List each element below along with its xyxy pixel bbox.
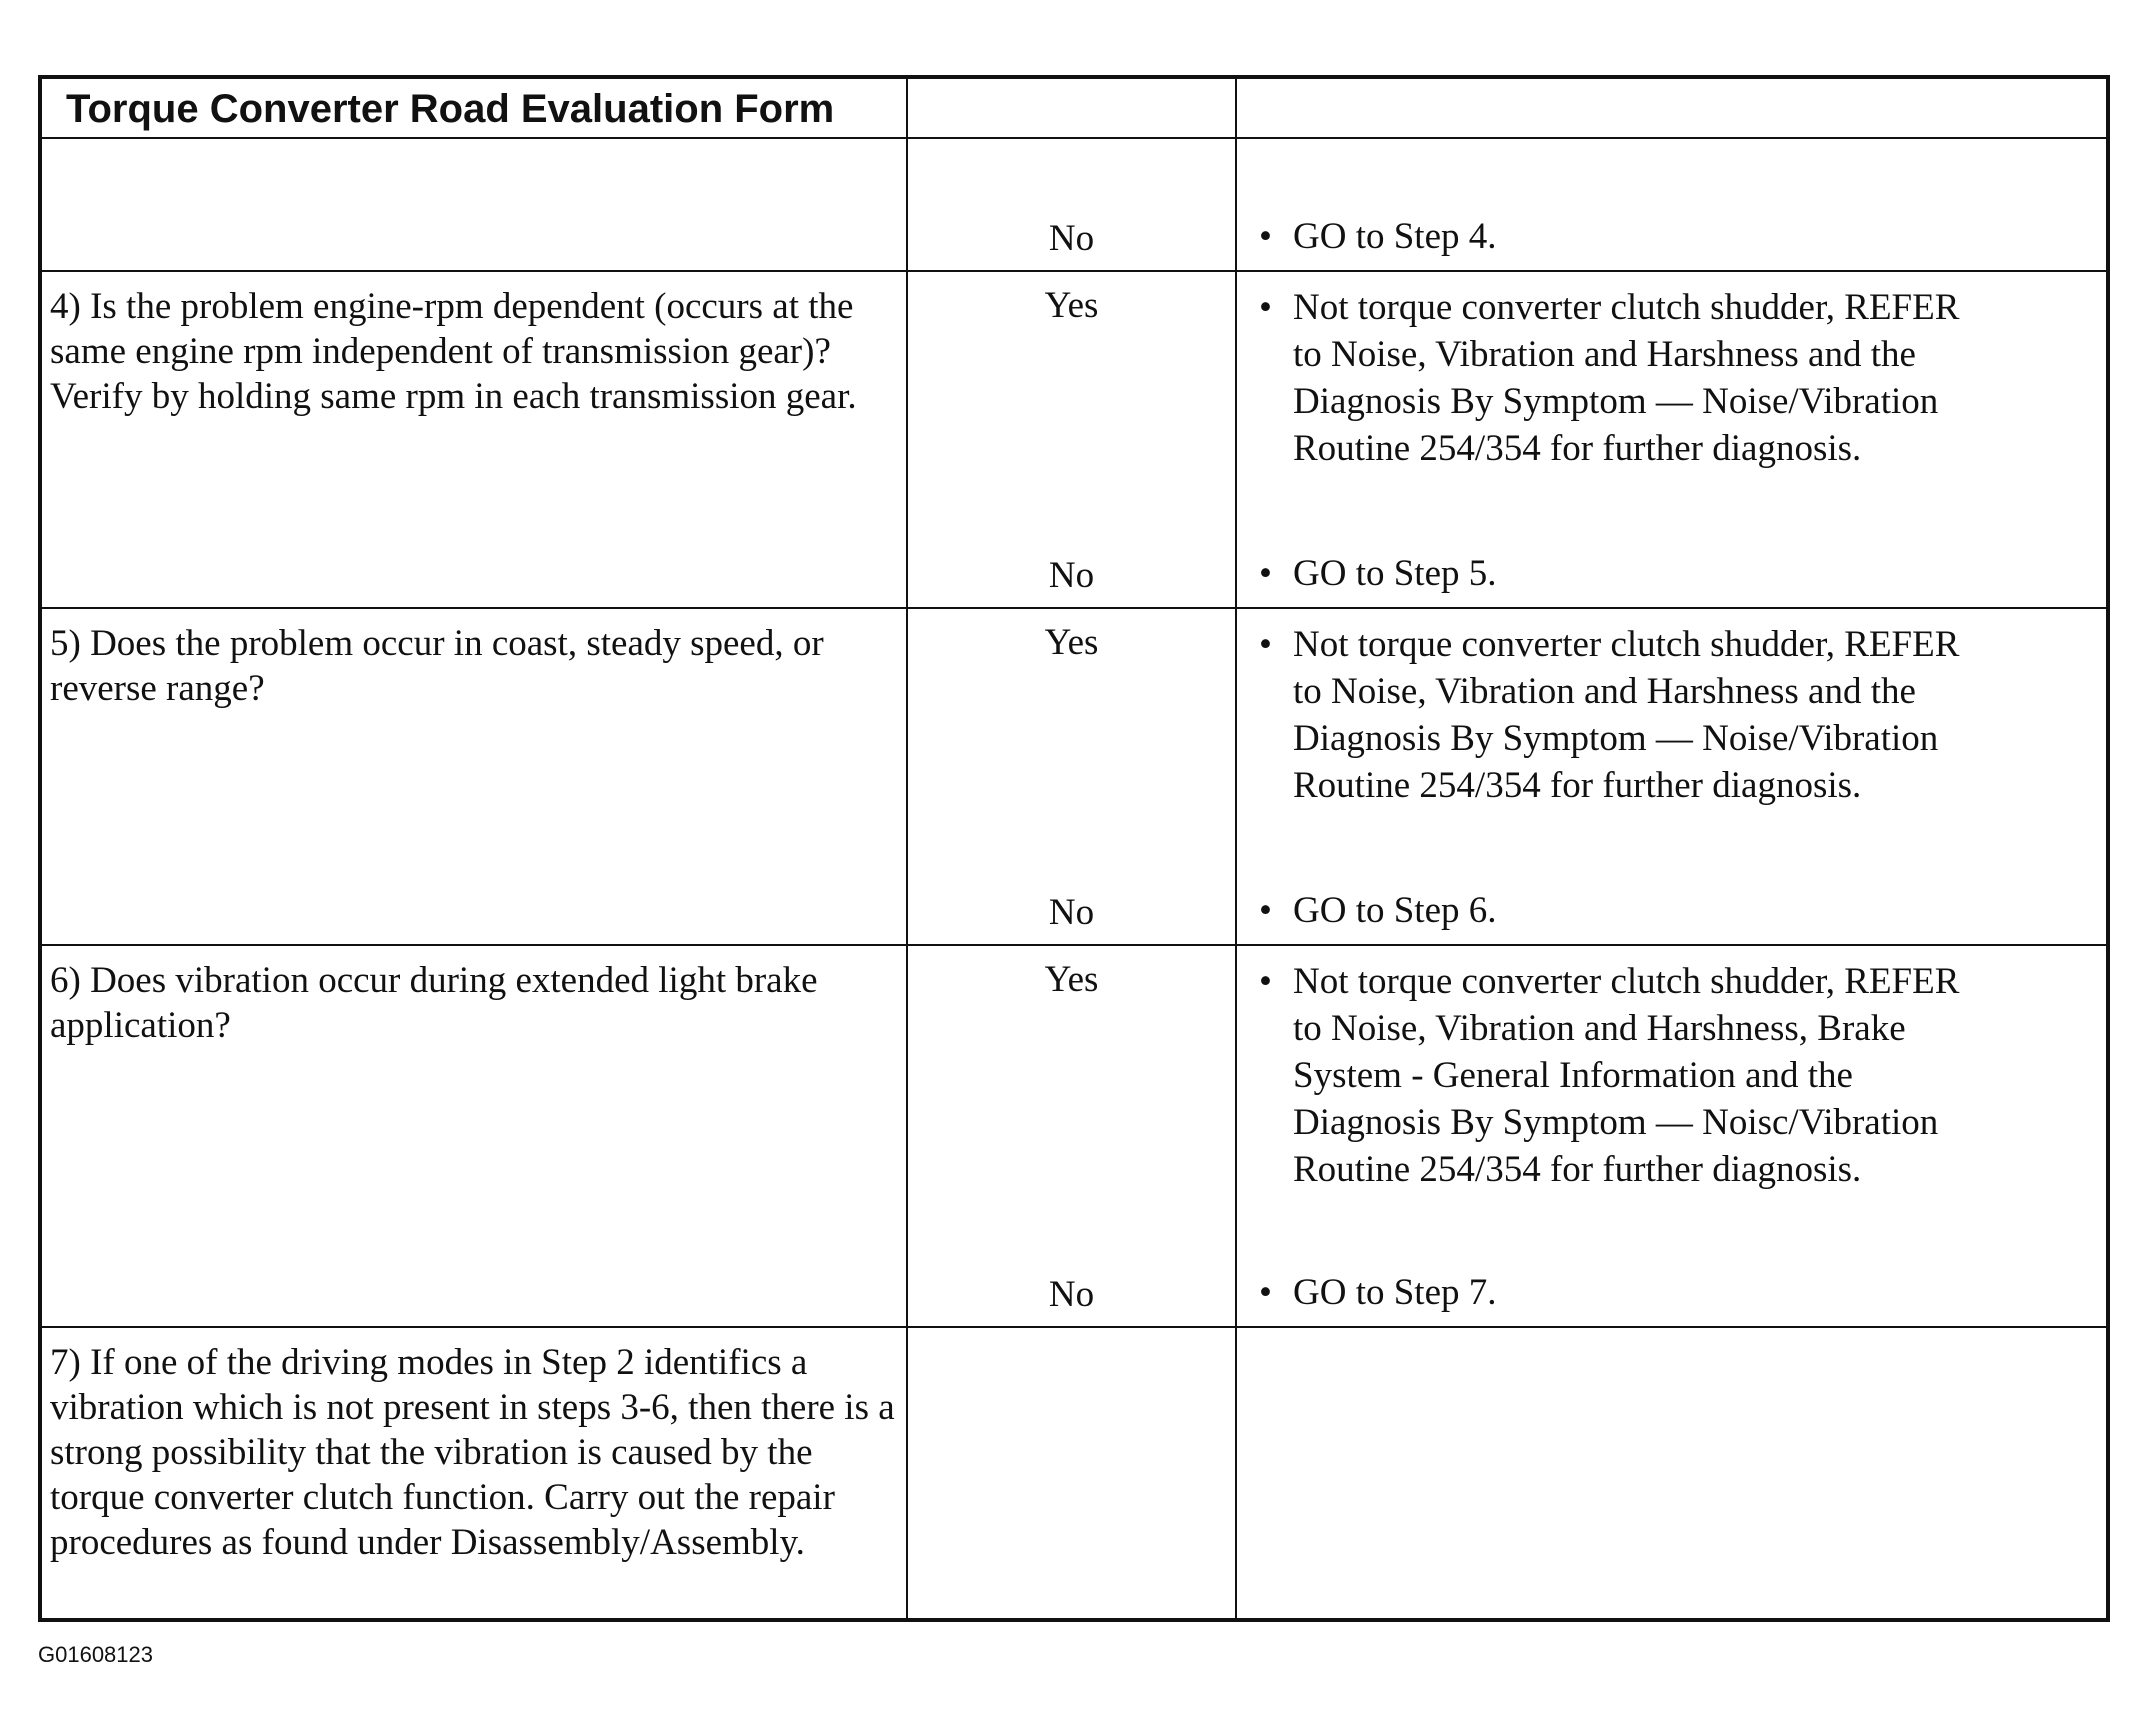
answer-yes-label: Yes — [1044, 285, 1099, 326]
yes-action — [1259, 958, 2100, 1193]
answer-no-label: No — [1048, 555, 1095, 596]
table-row — [40, 945, 2108, 1327]
answer-cell — [907, 271, 1236, 608]
answer-cell — [907, 138, 1236, 271]
table-row — [40, 608, 2108, 945]
figure-id-caption: G01608123 — [38, 1642, 153, 1667]
bullet-icon: • — [1259, 961, 1272, 1002]
step-question: 7) If one of the driving modes in Step 2 identifics a vibration which is not present in steps 3-6, then there is a strong possibility that the vibration is caused by the torque converter clutch function. Carry out the repair procedures as found under Disassembly/Assembly. — [40, 1327, 907, 1620]
table-row — [40, 271, 2108, 608]
answer-yes-label: Yes — [1044, 622, 1099, 663]
bullet-icon: • — [1259, 287, 1272, 328]
step-question: 6) Does vibration occur during extended light brake application? — [40, 945, 907, 1327]
yes-action-text: Not torque converter clutch shudder, REFER to Noise, Vibration and Harshness and the Diagnosis By Symptom — Noise/Vibration Routine 254/354 for further diagnosis. — [1293, 624, 1960, 806]
yes-action — [1259, 621, 2100, 809]
bullet-icon: • — [1259, 1272, 1272, 1313]
bullet-icon: • — [1259, 553, 1272, 594]
action-cell — [1236, 271, 2108, 608]
header-empty-cell — [907, 77, 1236, 138]
form-title: Torque Converter Road Evaluation Form — [40, 77, 907, 138]
action-cell — [1236, 1327, 2108, 1620]
yes-action-text: Not torque converter clutch shudder, REFER to Noise, Vibration and Harshness and the Diagnosis By Symptom — Noise/Vibration Routine 254/354 for further diagnosis. — [1293, 287, 1960, 469]
header-empty-cell — [1236, 77, 2108, 138]
answer-no-label: No — [1048, 1274, 1095, 1315]
action-cell — [1236, 138, 2108, 271]
no-action-text: GO to Step 6. — [1293, 890, 1497, 931]
action-cell — [1236, 608, 2108, 945]
bullet-icon: • — [1259, 624, 1272, 665]
answer-cell — [907, 945, 1236, 1327]
no-action-text: GO to Step 7. — [1293, 1272, 1497, 1313]
answer-no-label: No — [1048, 218, 1095, 259]
table-row — [40, 1327, 2108, 1620]
step-question: 4) Is the problem engine-rpm dependent (occurs at the same engine rpm independent of transmission gear)? Verify by holding same rpm in each transmission gear. — [40, 271, 907, 608]
yes-action — [1259, 284, 2100, 472]
no-action — [1259, 1269, 2100, 1316]
bullet-icon: • — [1259, 216, 1272, 257]
no-action-text: GO to Step 4. — [1293, 216, 1497, 257]
answer-cell — [907, 1327, 1236, 1620]
bullet-icon: • — [1259, 890, 1272, 931]
action-cell — [1236, 945, 2108, 1327]
answer-cell — [907, 608, 1236, 945]
answer-no-label: No — [1048, 892, 1095, 933]
yes-action-text: Not torque converter clutch shudder, REFER to Noise, Vibration and Harshness, Brake System - General Information and the Diagnosis By Symptom — Noisc/Vibration Routine 254/354 for further diagnosis. — [1293, 961, 1960, 1190]
table-row — [40, 138, 2108, 271]
evaluation-form-table — [38, 75, 2110, 1622]
no-action — [1259, 887, 2100, 934]
table-header-row — [40, 77, 2108, 138]
answer-yes-label: Yes — [1044, 959, 1099, 1000]
step-question: 5) Does the problem occur in coast, steady speed, or reverse range? — [40, 608, 907, 945]
no-action-text: GO to Step 5. — [1293, 553, 1497, 594]
no-action — [1259, 550, 2100, 597]
step-question — [40, 138, 907, 271]
no-action — [1259, 213, 2100, 260]
